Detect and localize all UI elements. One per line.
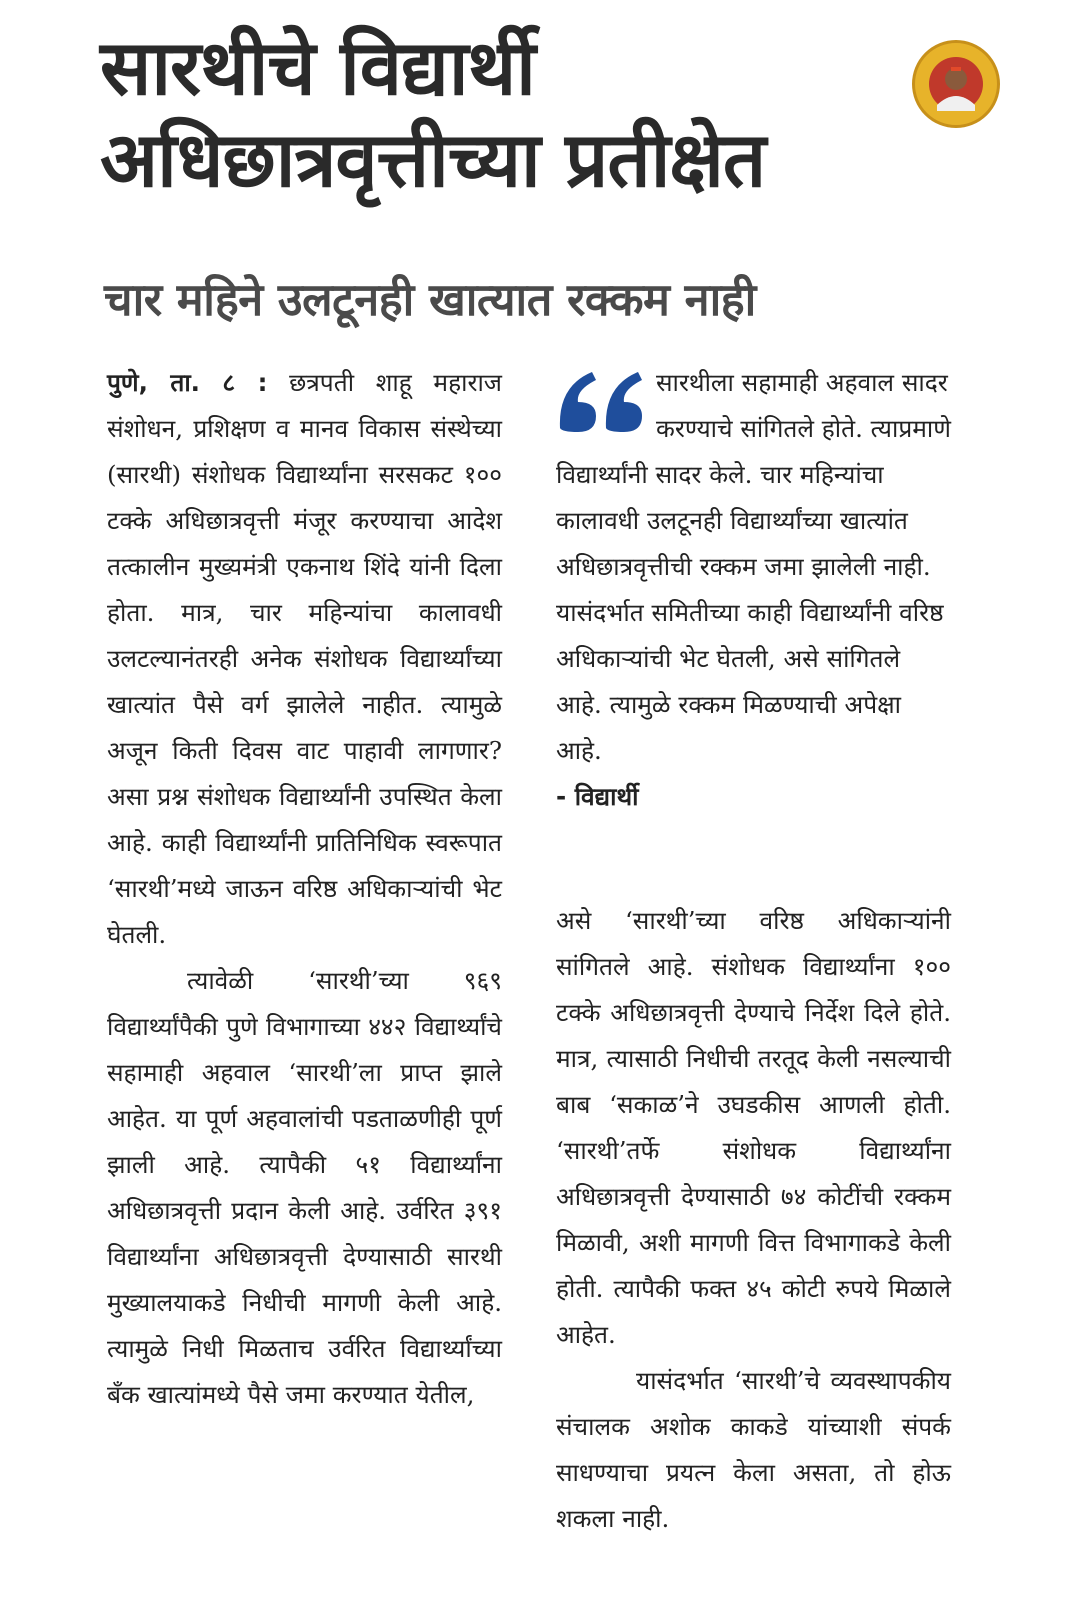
headline-line-1: सारथीचे विद्यार्थी (100, 23, 535, 112)
headline (100, 22, 900, 206)
article-paragraph-1-text: छत्रपती शाहू महाराज संशोधन, प्रशिक्षण व मानव विकास संस्थेच्या (सारथी) संशोधक विद्यार्थ्यांना सरसकट १०० टक्के अधिछात्रवृत्ती मंजूर करण्याचा आदेश तत्कालीन मुख्यमंत्री एकनाथ शिंदे यांनी दिला होता. मात्र, चार महिन्यांचा कालावधी उलटल्यानंतरही अनेक संशोधक विद्यार्थ्यांच्या खात्यांत पैसे वर्ग झालेले नाहीत. त्यामुळे अजून किती दिवस वाट पाहावी लागणार? असा प्रश्न संशोधक विद्यार्थ्यांनी उपस्थित केला आहे. काही विद्यार्थ्यांनी प्रातिनिधिक स्वरूपात ‘सारथी’मध्ये जाऊन वरिष्ठ अधिकाऱ्यांची भेट घेतली. (107, 368, 502, 949)
article-paragraph-3: असे ‘सारथी’च्या वरिष्ठ अधिकाऱ्यांनी सांगितले आहे. संशोधक विद्यार्थ्यांना १०० टक्के अधिछात्रवृत्ती देण्याचे निर्देश दिले होते. मात्र, त्यासाठी निधीची तरतूद केली नसल्याची बाब ‘सकाळ’ने उघडकीस आणली होती. ‘सारथी’तर्फे संशोधक विद्यार्थ्यांना अधिछात्रवृत्ती देण्यासाठी ७४ कोटींची रक्कम मिळावी, अशी मागणी वित्त विभागाकडे केली होती. त्यापैकी फक्त ४५ कोटी रुपये मिळाले आहेत. (556, 906, 951, 1349)
pull-quote-text: सारथीला सहामाही अहवाल सादर करण्याचे सांगितले होते. त्याप्रमाणे विद्यार्थ्यांनी सादर केले. चार महिन्यांचा कालावधी उलटूनही विद्यार्थ्यांच्या खात्यांत अधिछात्रवृत्तीची रक्कम जमा झालेली नाही. यासंदर्भात समितीच्या काही विद्यार्थ्यांनी वरिष्ठ अधिकाऱ्यांची भेट घेतली, असे सांगितले आहे. त्यामुळे रक्कम मिळण्याची अपेक्षा आहे. (556, 368, 951, 765)
pull-quote-attribution: - विद्यार्थी (556, 782, 639, 811)
dateline: पुणे, ता. ८ : (107, 368, 268, 397)
left-column (107, 360, 502, 1418)
article-paragraph-4: यासंदर्भात ‘सारथी’चे व्यवस्थापकीय संचालक अशोक काकडे यांच्याशी संपर्क साधण्याचा प्रयत्न केला असता, तो होऊ शकला नाही. (556, 1366, 951, 1533)
subheadline: चार महिने उलटूनही खात्यात रक्कम नाही (104, 273, 756, 326)
right-column (556, 360, 951, 1542)
pull-quote (556, 360, 951, 820)
profile-badge-icon (912, 40, 1000, 128)
column-gap (556, 820, 951, 898)
article-paragraph-2: त्यावेळी ‘सारथी’च्या ९६९ विद्यार्थ्यांपैकी पुणे विभागाच्या ४४२ विद्यार्थ्यांचे सहामाही अहवाल ‘सारथी’ला प्राप्त झाले आहेत. या पूर्ण अहवालांची पडताळणीही पूर्ण झाली आहे. त्यापैकी ५१ विद्यार्थ्यांना अधिछात्रवृत्ती प्रदान केली आहे. उर्वरित ३९१ विद्यार्थ्यांना अधिछात्रवृत्ती देण्यासाठी सारथी मुख्यालयाकडे निधीची मागणी केली आहे. त्यामुळे निधी मिळताच उर्वरित विद्यार्थ्यांच्या बँक खात्यांमध्ये पैसे जमा करण्यात येतील, (107, 966, 502, 1409)
quotation-mark-icon (556, 366, 648, 436)
headline-line-2: अधिछात्रवृत्तीच्या प्रतीक्षेत (100, 115, 766, 204)
article-paragraph-1 (107, 360, 502, 958)
